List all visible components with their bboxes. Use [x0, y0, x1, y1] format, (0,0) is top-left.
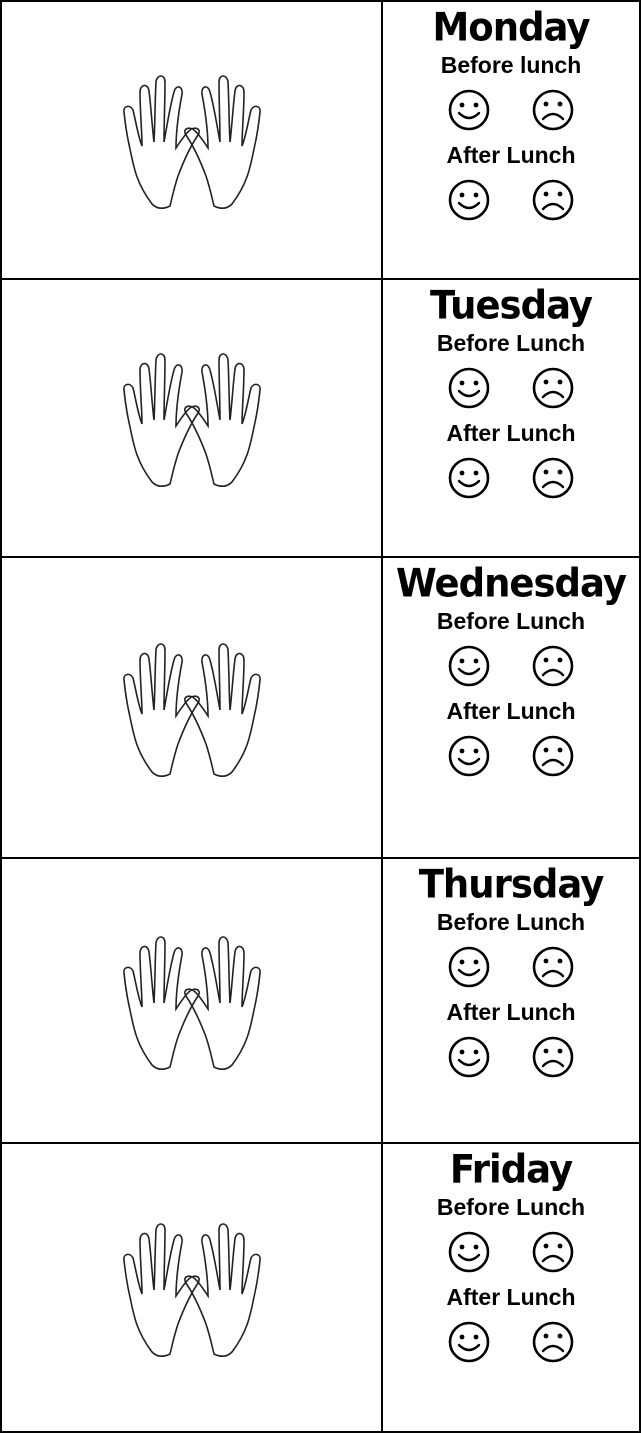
smiley-face-icon[interactable]: [447, 1320, 491, 1364]
smiley-face-icon[interactable]: [447, 1230, 491, 1274]
after-lunch-faces: [383, 178, 639, 222]
after-lunch-label: After Lunch: [446, 999, 576, 1025]
after-lunch-label: After Lunch: [446, 698, 576, 724]
after-lunch-faces: [383, 734, 639, 778]
hands-icon: [62, 1218, 322, 1358]
hands-icon: [62, 348, 322, 488]
hand-pair: [2, 859, 381, 1142]
smiley-face-icon[interactable]: [447, 178, 491, 222]
before-lunch-faces: [383, 366, 639, 410]
day-row-friday: [2, 1142, 639, 1431]
after-lunch-faces: [383, 456, 639, 500]
day-row-monday: [2, 0, 639, 278]
sad-face-icon[interactable]: [531, 178, 575, 222]
smiley-face-icon[interactable]: [447, 945, 491, 989]
before-lunch-label: Before lunch: [440, 52, 582, 78]
hands-icon: [62, 638, 322, 778]
before-lunch-label: Before Lunch: [436, 330, 586, 356]
day-title: Monday: [432, 4, 590, 51]
sad-face-icon[interactable]: [531, 1320, 575, 1364]
before-lunch-faces: [383, 644, 639, 688]
sad-face-icon[interactable]: [531, 1035, 575, 1079]
sad-face-icon[interactable]: [531, 945, 575, 989]
hand-pair: [2, 280, 381, 556]
day-panel: [383, 859, 639, 1142]
day-row-tuesday: [2, 278, 639, 556]
sad-face-icon[interactable]: [531, 1230, 575, 1274]
smiley-face-icon[interactable]: [447, 366, 491, 410]
day-panel: [383, 280, 639, 556]
hands-icon: [62, 70, 322, 210]
before-lunch-label: Before Lunch: [436, 1194, 586, 1220]
hands-icon: [62, 931, 322, 1071]
day-title: Wednesday: [396, 560, 626, 607]
after-lunch-label: After Lunch: [446, 420, 576, 446]
day-title: Friday: [449, 1146, 573, 1193]
smiley-face-icon[interactable]: [447, 456, 491, 500]
after-lunch-label: After Lunch: [446, 142, 576, 168]
sad-face-icon[interactable]: [531, 456, 575, 500]
day-panel: [383, 558, 639, 857]
smiley-face-icon[interactable]: [447, 644, 491, 688]
before-lunch-faces: [383, 945, 639, 989]
before-lunch-label: Before Lunch: [436, 608, 586, 634]
hand-pair: [2, 2, 381, 278]
day-panel: [383, 1144, 639, 1431]
day-row-thursday: [2, 857, 639, 1142]
smiley-face-icon[interactable]: [447, 734, 491, 778]
before-lunch-faces: [383, 88, 639, 132]
sad-face-icon[interactable]: [531, 366, 575, 410]
day-title: Thursday: [418, 861, 604, 908]
hand-pair: [2, 558, 381, 857]
smiley-face-icon[interactable]: [447, 1035, 491, 1079]
after-lunch-faces: [383, 1035, 639, 1079]
hand-pair: [2, 1144, 381, 1431]
sad-face-icon[interactable]: [531, 734, 575, 778]
day-row-wednesday: [2, 556, 639, 857]
day-panel: [383, 2, 639, 278]
before-lunch-faces: [383, 1230, 639, 1274]
day-title: Tuesday: [429, 282, 593, 329]
after-lunch-faces: [383, 1320, 639, 1364]
after-lunch-label: After Lunch: [446, 1284, 576, 1310]
before-lunch-label: Before Lunch: [436, 909, 586, 935]
sad-face-icon[interactable]: [531, 88, 575, 132]
smiley-face-icon[interactable]: [447, 88, 491, 132]
sad-face-icon[interactable]: [531, 644, 575, 688]
